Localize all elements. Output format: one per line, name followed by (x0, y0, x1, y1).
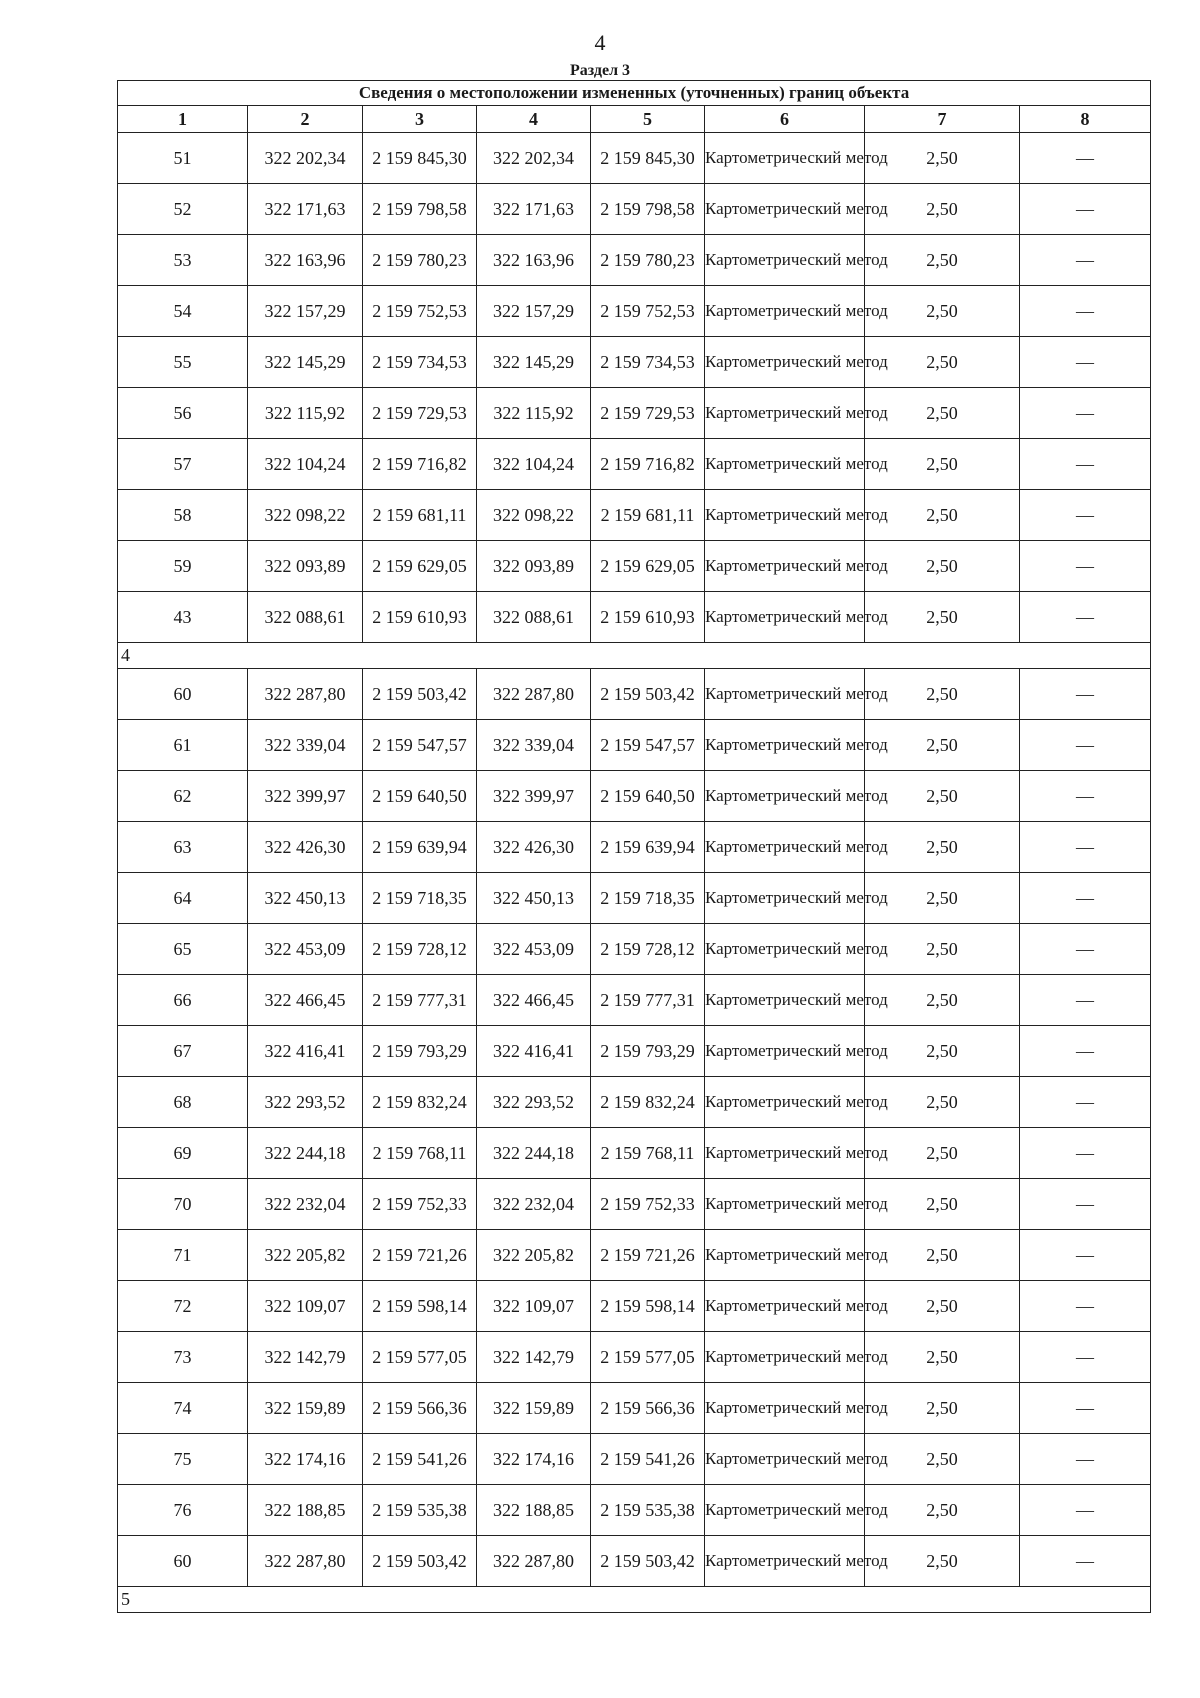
y-existing-cell: 2 159 845,30 (363, 133, 477, 184)
method-cell: Картометрический метод (705, 822, 865, 873)
method-cell: Картометрический метод (705, 286, 865, 337)
x-refined-cell: 322 416,41 (477, 1026, 591, 1077)
method-cell: Картометрический метод (705, 1179, 865, 1230)
x-existing-cell: 322 293,52 (248, 1077, 363, 1128)
accuracy-cell: 2,50 (865, 337, 1020, 388)
method-cell: Картометрический метод (705, 1536, 865, 1587)
table-row (118, 592, 1151, 643)
x-existing-cell: 322 163,96 (248, 235, 363, 286)
description-cell: — (1020, 1026, 1151, 1077)
method-cell: Картометрический метод (705, 592, 865, 643)
x-refined-cell: 322 115,92 (477, 388, 591, 439)
x-existing-cell: 322 287,80 (248, 669, 363, 720)
accuracy-cell: 2,50 (865, 286, 1020, 337)
y-refined-cell: 2 159 629,05 (591, 541, 705, 592)
x-existing-cell: 322 232,04 (248, 1179, 363, 1230)
accuracy-cell: 2,50 (865, 592, 1020, 643)
point-number-cell: 59 (118, 541, 248, 592)
y-refined-cell: 2 159 845,30 (591, 133, 705, 184)
y-refined-cell: 2 159 777,31 (591, 975, 705, 1026)
description-cell: — (1020, 1128, 1151, 1179)
x-existing-cell: 322 098,22 (248, 490, 363, 541)
accuracy-cell: 2,50 (865, 235, 1020, 286)
y-existing-cell: 2 159 541,26 (363, 1434, 477, 1485)
point-number-cell: 58 (118, 490, 248, 541)
x-existing-cell: 322 416,41 (248, 1026, 363, 1077)
x-refined-cell: 322 142,79 (477, 1332, 591, 1383)
column-number: 4 (477, 106, 591, 133)
y-refined-cell: 2 159 718,35 (591, 873, 705, 924)
table-row (118, 541, 1151, 592)
method-cell: Картометрический метод (705, 1281, 865, 1332)
accuracy-cell: 2,50 (865, 1536, 1020, 1587)
x-refined-cell: 322 426,30 (477, 822, 591, 873)
table-row (118, 490, 1151, 541)
x-existing-cell: 322 157,29 (248, 286, 363, 337)
column-number: 6 (705, 106, 865, 133)
y-refined-cell: 2 159 734,53 (591, 337, 705, 388)
column-number-row (118, 106, 1151, 133)
table-row (118, 1230, 1151, 1281)
y-existing-cell: 2 159 768,11 (363, 1128, 477, 1179)
accuracy-cell: 2,50 (865, 669, 1020, 720)
point-number-cell: 51 (118, 133, 248, 184)
method-cell: Картометрический метод (705, 184, 865, 235)
x-refined-cell: 322 088,61 (477, 592, 591, 643)
table-row (118, 1128, 1151, 1179)
description-cell: — (1020, 235, 1151, 286)
y-existing-cell: 2 159 503,42 (363, 669, 477, 720)
y-existing-cell: 2 159 535,38 (363, 1485, 477, 1536)
table-body (118, 133, 1151, 1613)
table-row (118, 337, 1151, 388)
y-existing-cell: 2 159 777,31 (363, 975, 477, 1026)
method-cell: Картометрический метод (705, 771, 865, 822)
method-cell: Картометрический метод (705, 1383, 865, 1434)
table-row (118, 1077, 1151, 1128)
description-cell: — (1020, 337, 1151, 388)
point-number-cell: 65 (118, 924, 248, 975)
table-row (118, 771, 1151, 822)
x-existing-cell: 322 088,61 (248, 592, 363, 643)
point-number-cell: 63 (118, 822, 248, 873)
description-cell: — (1020, 873, 1151, 924)
x-refined-cell: 322 205,82 (477, 1230, 591, 1281)
table-row (118, 975, 1151, 1026)
table-row (118, 1281, 1151, 1332)
y-refined-cell: 2 159 503,42 (591, 1536, 705, 1587)
accuracy-cell: 2,50 (865, 133, 1020, 184)
section-title: Раздел 3 (569, 62, 631, 79)
x-existing-cell: 322 159,89 (248, 1383, 363, 1434)
y-refined-cell: 2 159 832,24 (591, 1077, 705, 1128)
y-existing-cell: 2 159 629,05 (363, 541, 477, 592)
point-number-cell: 72 (118, 1281, 248, 1332)
x-existing-cell: 322 244,18 (248, 1128, 363, 1179)
column-number: 1 (118, 106, 248, 133)
accuracy-cell: 2,50 (865, 1128, 1020, 1179)
x-existing-cell: 322 188,85 (248, 1485, 363, 1536)
x-refined-cell: 322 093,89 (477, 541, 591, 592)
x-refined-cell: 322 174,16 (477, 1434, 591, 1485)
y-refined-cell: 2 159 752,33 (591, 1179, 705, 1230)
x-existing-cell: 322 109,07 (248, 1281, 363, 1332)
y-existing-cell: 2 159 832,24 (363, 1077, 477, 1128)
x-refined-cell: 322 202,34 (477, 133, 591, 184)
y-refined-cell: 2 159 639,94 (591, 822, 705, 873)
x-refined-cell: 322 399,97 (477, 771, 591, 822)
x-existing-cell: 322 453,09 (248, 924, 363, 975)
method-cell: Картометрический метод (705, 1230, 865, 1281)
y-existing-cell: 2 159 728,12 (363, 924, 477, 975)
column-number: 5 (591, 106, 705, 133)
point-number-cell: 66 (118, 975, 248, 1026)
table-row (118, 822, 1151, 873)
accuracy-cell: 2,50 (865, 1434, 1020, 1485)
method-cell: Картометрический метод (705, 235, 865, 286)
x-refined-cell: 322 287,80 (477, 1536, 591, 1587)
accuracy-cell: 2,50 (865, 1026, 1020, 1077)
accuracy-cell: 2,50 (865, 1230, 1020, 1281)
table-row (118, 235, 1151, 286)
description-cell: — (1020, 1383, 1151, 1434)
accuracy-cell: 2,50 (865, 184, 1020, 235)
y-refined-cell: 2 159 503,42 (591, 669, 705, 720)
description-cell: — (1020, 286, 1151, 337)
method-cell: Картометрический метод (705, 924, 865, 975)
accuracy-cell: 2,50 (865, 1281, 1020, 1332)
method-cell: Картометрический метод (705, 337, 865, 388)
y-existing-cell: 2 159 729,53 (363, 388, 477, 439)
point-number-cell: 52 (118, 184, 248, 235)
x-existing-cell: 322 202,34 (248, 133, 363, 184)
description-cell: — (1020, 541, 1151, 592)
x-existing-cell: 322 171,63 (248, 184, 363, 235)
method-cell: Картометрический метод (705, 1434, 865, 1485)
y-refined-cell: 2 159 793,29 (591, 1026, 705, 1077)
table-row (118, 439, 1151, 490)
point-number-cell: 60 (118, 1536, 248, 1587)
description-cell: — (1020, 669, 1151, 720)
point-number-cell: 75 (118, 1434, 248, 1485)
point-number-cell: 55 (118, 337, 248, 388)
y-refined-cell: 2 159 780,23 (591, 235, 705, 286)
point-number-cell: 57 (118, 439, 248, 490)
description-cell: — (1020, 133, 1151, 184)
description-cell: — (1020, 822, 1151, 873)
description-cell: — (1020, 975, 1151, 1026)
table-row (118, 1485, 1151, 1536)
table-row (118, 873, 1151, 924)
method-cell: Картометрический метод (705, 490, 865, 541)
x-refined-cell: 322 104,24 (477, 439, 591, 490)
contour-separator-row (118, 643, 1151, 669)
x-existing-cell: 322 145,29 (248, 337, 363, 388)
y-existing-cell: 2 159 721,26 (363, 1230, 477, 1281)
y-existing-cell: 2 159 752,53 (363, 286, 477, 337)
point-number-cell: 43 (118, 592, 248, 643)
y-refined-cell: 2 159 721,26 (591, 1230, 705, 1281)
y-refined-cell: 2 159 752,53 (591, 286, 705, 337)
y-refined-cell: 2 159 798,58 (591, 184, 705, 235)
x-refined-cell: 322 287,80 (477, 669, 591, 720)
y-refined-cell: 2 159 547,57 (591, 720, 705, 771)
y-existing-cell: 2 159 718,35 (363, 873, 477, 924)
description-cell: — (1020, 1230, 1151, 1281)
description-cell: — (1020, 184, 1151, 235)
x-existing-cell: 322 426,30 (248, 822, 363, 873)
y-refined-cell: 2 159 610,93 (591, 592, 705, 643)
point-number-cell: 53 (118, 235, 248, 286)
y-refined-cell: 2 159 577,05 (591, 1332, 705, 1383)
x-refined-cell: 322 466,45 (477, 975, 591, 1026)
point-number-cell: 67 (118, 1026, 248, 1077)
point-number-cell: 64 (118, 873, 248, 924)
x-existing-cell: 322 115,92 (248, 388, 363, 439)
accuracy-cell: 2,50 (865, 1485, 1020, 1536)
y-existing-cell: 2 159 547,57 (363, 720, 477, 771)
method-cell: Картометрический метод (705, 133, 865, 184)
contour-number-cell: 5 (118, 1587, 1151, 1613)
contour-separator-row (118, 1587, 1151, 1613)
description-cell: — (1020, 1536, 1151, 1587)
table-row (118, 669, 1151, 720)
y-existing-cell: 2 159 577,05 (363, 1332, 477, 1383)
x-refined-cell: 322 188,85 (477, 1485, 591, 1536)
y-existing-cell: 2 159 752,33 (363, 1179, 477, 1230)
point-number-cell: 56 (118, 388, 248, 439)
accuracy-cell: 2,50 (865, 771, 1020, 822)
x-existing-cell: 322 399,97 (248, 771, 363, 822)
y-refined-cell: 2 159 681,11 (591, 490, 705, 541)
table-row (118, 1026, 1151, 1077)
table-row (118, 720, 1151, 771)
method-cell: Картометрический метод (705, 1332, 865, 1383)
table-caption: Сведения о местоположении измененных (уточненных) границ объекта (118, 81, 1151, 106)
accuracy-cell: 2,50 (865, 439, 1020, 490)
point-number-cell: 69 (118, 1128, 248, 1179)
point-number-cell: 68 (118, 1077, 248, 1128)
contour-number-cell: 4 (118, 643, 1151, 669)
accuracy-cell: 2,50 (865, 924, 1020, 975)
point-number-cell: 73 (118, 1332, 248, 1383)
method-cell: Картометрический метод (705, 720, 865, 771)
column-number: 3 (363, 106, 477, 133)
x-refined-cell: 322 453,09 (477, 924, 591, 975)
point-number-cell: 60 (118, 669, 248, 720)
y-refined-cell: 2 159 541,26 (591, 1434, 705, 1485)
table-row (118, 1536, 1151, 1587)
x-refined-cell: 322 450,13 (477, 873, 591, 924)
x-refined-cell: 322 145,29 (477, 337, 591, 388)
x-existing-cell: 322 093,89 (248, 541, 363, 592)
column-number: 7 (865, 106, 1020, 133)
accuracy-cell: 2,50 (865, 873, 1020, 924)
table-row (118, 1434, 1151, 1485)
point-number-cell: 62 (118, 771, 248, 822)
y-existing-cell: 2 159 639,94 (363, 822, 477, 873)
table-row (118, 133, 1151, 184)
page-number: 4 (594, 30, 606, 55)
table-row (118, 1332, 1151, 1383)
description-cell: — (1020, 720, 1151, 771)
description-cell: — (1020, 1485, 1151, 1536)
description-cell: — (1020, 924, 1151, 975)
table-row (118, 388, 1151, 439)
description-cell: — (1020, 771, 1151, 822)
x-refined-cell: 322 171,63 (477, 184, 591, 235)
accuracy-cell: 2,50 (865, 490, 1020, 541)
point-number-cell: 54 (118, 286, 248, 337)
x-existing-cell: 322 174,16 (248, 1434, 363, 1485)
point-number-cell: 70 (118, 1179, 248, 1230)
description-cell: — (1020, 490, 1151, 541)
accuracy-cell: 2,50 (865, 1332, 1020, 1383)
description-cell: — (1020, 1434, 1151, 1485)
x-refined-cell: 322 159,89 (477, 1383, 591, 1434)
x-existing-cell: 322 142,79 (248, 1332, 363, 1383)
x-refined-cell: 322 098,22 (477, 490, 591, 541)
method-cell: Картометрический метод (705, 1485, 865, 1536)
y-refined-cell: 2 159 566,36 (591, 1383, 705, 1434)
method-cell: Картометрический метод (705, 541, 865, 592)
y-existing-cell: 2 159 780,23 (363, 235, 477, 286)
y-existing-cell: 2 159 734,53 (363, 337, 477, 388)
column-number: 2 (248, 106, 363, 133)
x-existing-cell: 322 205,82 (248, 1230, 363, 1281)
accuracy-cell: 2,50 (865, 1383, 1020, 1434)
table-row (118, 184, 1151, 235)
y-existing-cell: 2 159 610,93 (363, 592, 477, 643)
accuracy-cell: 2,50 (865, 975, 1020, 1026)
method-cell: Картометрический метод (705, 1026, 865, 1077)
y-refined-cell: 2 159 598,14 (591, 1281, 705, 1332)
point-number-cell: 61 (118, 720, 248, 771)
description-cell: — (1020, 1077, 1151, 1128)
y-existing-cell: 2 159 798,58 (363, 184, 477, 235)
y-refined-cell: 2 159 716,82 (591, 439, 705, 490)
column-number: 8 (1020, 106, 1151, 133)
method-cell: Картометрический метод (705, 1077, 865, 1128)
accuracy-cell: 2,50 (865, 822, 1020, 873)
description-cell: — (1020, 1179, 1151, 1230)
x-refined-cell: 322 244,18 (477, 1128, 591, 1179)
y-existing-cell: 2 159 566,36 (363, 1383, 477, 1434)
description-cell: — (1020, 1332, 1151, 1383)
x-refined-cell: 322 157,29 (477, 286, 591, 337)
x-refined-cell: 322 232,04 (477, 1179, 591, 1230)
y-refined-cell: 2 159 728,12 (591, 924, 705, 975)
y-existing-cell: 2 159 598,14 (363, 1281, 477, 1332)
table-row (118, 1383, 1151, 1434)
caption-row (118, 81, 1151, 106)
y-existing-cell: 2 159 681,11 (363, 490, 477, 541)
table-row (118, 286, 1151, 337)
y-existing-cell: 2 159 640,50 (363, 771, 477, 822)
point-number-cell: 74 (118, 1383, 248, 1434)
x-refined-cell: 322 109,07 (477, 1281, 591, 1332)
table-row (118, 924, 1151, 975)
method-cell: Картометрический метод (705, 1128, 865, 1179)
y-refined-cell: 2 159 535,38 (591, 1485, 705, 1536)
x-refined-cell: 322 163,96 (477, 235, 591, 286)
x-existing-cell: 322 104,24 (248, 439, 363, 490)
y-refined-cell: 2 159 768,11 (591, 1128, 705, 1179)
x-existing-cell: 322 287,80 (248, 1536, 363, 1587)
point-number-cell: 76 (118, 1485, 248, 1536)
x-existing-cell: 322 466,45 (248, 975, 363, 1026)
x-existing-cell: 322 339,04 (248, 720, 363, 771)
accuracy-cell: 2,50 (865, 541, 1020, 592)
accuracy-cell: 2,50 (865, 1077, 1020, 1128)
point-number-cell: 71 (118, 1230, 248, 1281)
x-existing-cell: 322 450,13 (248, 873, 363, 924)
coordinates-table (117, 80, 1151, 1613)
method-cell: Картометрический метод (705, 388, 865, 439)
description-cell: — (1020, 439, 1151, 490)
description-cell: — (1020, 592, 1151, 643)
y-existing-cell: 2 159 716,82 (363, 439, 477, 490)
y-refined-cell: 2 159 729,53 (591, 388, 705, 439)
method-cell: Картометрический метод (705, 439, 865, 490)
x-refined-cell: 322 339,04 (477, 720, 591, 771)
method-cell: Картометрический метод (705, 975, 865, 1026)
accuracy-cell: 2,50 (865, 388, 1020, 439)
y-existing-cell: 2 159 503,42 (363, 1536, 477, 1587)
y-existing-cell: 2 159 793,29 (363, 1026, 477, 1077)
accuracy-cell: 2,50 (865, 1179, 1020, 1230)
accuracy-cell: 2,50 (865, 720, 1020, 771)
method-cell: Картометрический метод (705, 669, 865, 720)
x-refined-cell: 322 293,52 (477, 1077, 591, 1128)
description-cell: — (1020, 1281, 1151, 1332)
y-refined-cell: 2 159 640,50 (591, 771, 705, 822)
table-row (118, 1179, 1151, 1230)
description-cell: — (1020, 388, 1151, 439)
method-cell: Картометрический метод (705, 873, 865, 924)
